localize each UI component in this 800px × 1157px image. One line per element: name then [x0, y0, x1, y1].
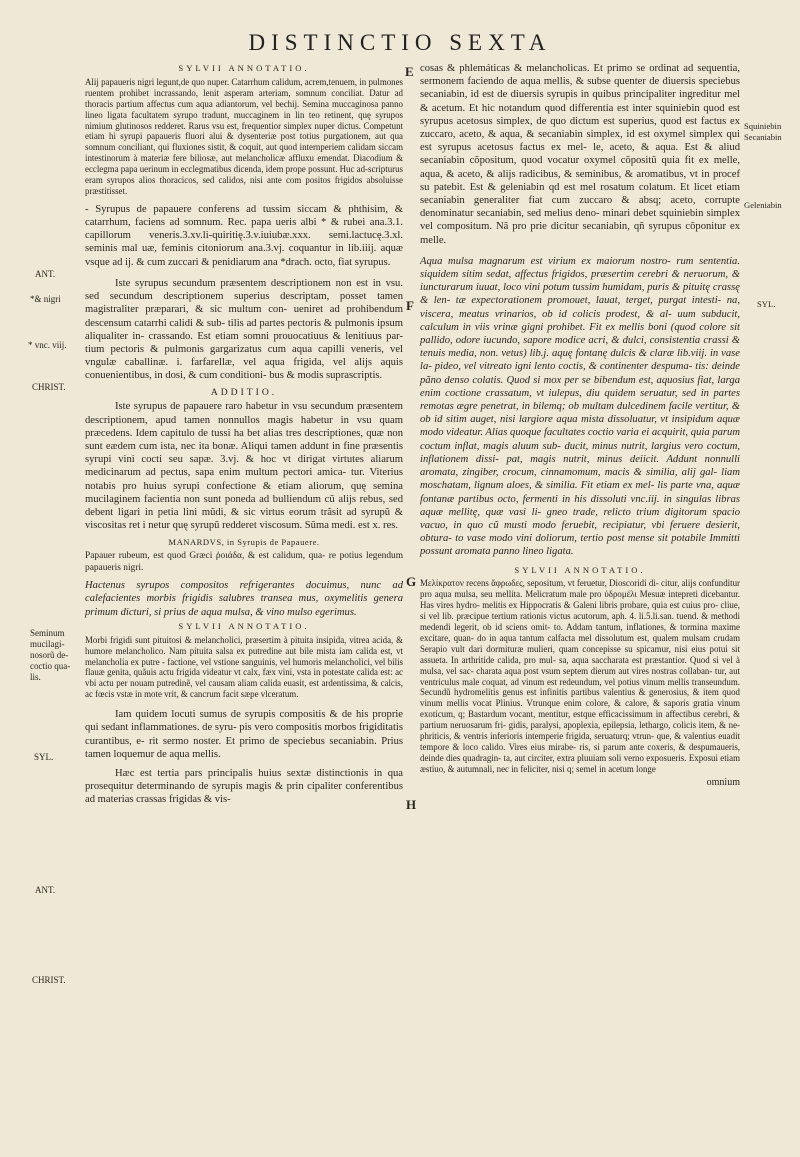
section-letter-h: H: [406, 797, 417, 812]
section-letter-f: F: [406, 298, 414, 313]
margin-christ-1: CHRIST.: [32, 382, 66, 392]
annotation-text: Alij papaueris nigri legunt,de quo nuper. Catarrhum calidum, acrem,tenuem, in pulmones ruentem prohibet incrassando, lenit asperam arteriam, somnum conciliat. Datur ad thoracis partium affectus cum aqua adiantorum, vel bechij. Semina muccaginosa panno lineo ligata facultatem syrupo tradunt, muccaginem in lin teo retinent, quę syrupos nimium glutinosos redderet. Rarus vsu est, frequentior simplex nuper dictus. Competunt etiam hi syrupi papaueris fluori alui & dysenteriæ post totius purgationem, aut qua somnum conciliant, qui fluxiones sistit, & coquit, aut quod internperiem calidam siccam intestinorum à materiæ fere biliosæ, aut melancholicæ affluxu emendat. Diacodium & ecclegma papa uerinum in ecclegmatibus dicenda, idem prope possunt. Huc ad-scripturus eram syrupos alios thoracicos, sed calidos, nisi ante com positos frigidos absoluisse præstitisset.: [85, 76, 403, 196]
section-letter-e: E: [405, 64, 414, 79]
additio-heading: ADDITIO.: [210, 386, 278, 398]
catchword: omnium: [706, 776, 740, 788]
margin-seminum-note: Seminum mucilagi- nosorũ de- coctio qua- lis.: [30, 628, 71, 682]
margin-ant-1: ANT.: [35, 269, 56, 279]
annotation-text-2: Morbi frigidi sunt pituitosi & melancholici, præsertim à pituita insipida, vitrea acida, & humore melancholico. Nam pituita salsa ex putredine aut bile mista iam calida est, vt melancholia ex putre - factione, vel vstione sanguinis, vel humoris melancholici, vel bilis flauæ genita, quãuis actu frigida videatur vt calx, fæx vini, vsta in potestate calida est: ac vbi actu per nouam putredinẽ, vel causam aliam calida euasit, est ardentissima, & calcis, ac fœcis vstæ in mote vrit, & cancrum facit sæpe vlceratum.: [85, 634, 403, 700]
margin-syl: SYL.: [34, 752, 54, 762]
right-annotation-heading: SYLVII ANNOTATIO.: [514, 564, 646, 575]
margin-nigri: *& nigri: [30, 294, 61, 304]
manardus-paragraph: Papauer rubeum, est quod Græci ῥοιάδα, & est calidum, qua- re potius legendum papaueris nigri.: [85, 551, 403, 574]
recipe-paragraph: - Syrupus de papauere conferens ad tussim siccam & phthisim, & catarrhum, faciens ad somnum. Rec. papa ueris albi * & rubei ana.3.1. capillorum veneris.3.xv.li-quiritię.3.v.iuiubæ.xxx. semi.lactucę.3.xl. seminis mal uæ, feminis citoniorum ana.3.vj. coquantur in lib.iiij. aquæ vsque ad ij. & cum zuccari & penidiarum ana *drach. octo, fiat syrupus.: [85, 203, 403, 268]
right-annotation-text: Μελίκρατον recens ἄφρωδες, sepositum, vt feruetur, Dioscoridi di- citur, alijs confunditur pro aqua mulsa, seu mellita. Melicratum male pro ὑδρομέλι Mesuæ intepreti dicebantur. Has vires hydro- melitis ex Hippocratis & Galeni libris probare, quia est cuius pro- cliue, si vel lib. præcipue tertium rationis victus acutorum, aph. 4. li.5.li.san. tuend. & methodi medendi legerit, ob id sciens omit- to. Addam tantum, inflationes, & tormina maxime excitare, quan- do in aqua tantum calfacta mel dissolutum est, qualem mulsam crudam Serapio vult dari dormituræ mulieri, quam concepisse su spicamur, nisi eius potui sit assueta. In arthritide calida, pro mul- sa, aqua saccharata est præstantior. Quod si vel à mulsa, vel sac- charata aqua post vsum septem dierum aut vires nostras collaban- tur, aut ventriculus male coquat, ad vinum est redeundum, vel potius vinum mellis transeundum. Secundũ hydromelitis genus est infinitis partibus valentius & generosius, & item quod vinum mellis vocat Plinius. Vtrunque enim colore, & calore, & saporis gratia vinum exoticum, q; Bastardum vocant, mentitur, estque efficacissimum in affectibus cerebri, & partium neruosarum fri- gidis, paralysi, apoplexia, epilepsia, lethargo, colicis item, & ne- phriticis, & ventris inferioris intemperie frigida, seruaturq; vtrun- que, & valentius euadit tempore & loco calido. Vires eius mirabe- ris, si parum ante coxeris, & despumaueris, deinde dies quadragin- ta, aut circiter, extra pluuiam soli verno exposueris. Exposui etiam æstiuo, & autumnali, nec in feliciter, nisi q; semel in acetum longe: [420, 578, 740, 774]
aqua-mulsa-paragraph: Aqua mulsa magnarum est virium ex maiorum nostro- rum sententia. siquidem sitim sedat, affectus frigidos, præsertim cerebri & neruorum, & iuncturarum iuuat, loco vini potum tussim humidam, puris & pituitę crassę & len- tæ expectorationem promouet, lauat, terget, purgat intesti- na, viscera, meatus vrinarios, ob id colicis prodest, & al- uum subducit, calculum in viis vrinæ gigni prohibet. Fit ex mellis boni (quod colore sit pallido, odore iucundo, sapore modice acri, & dulci, consistentia crassi & tenuis media, non. vetus) lib.j. aquę fontanę dulcis & claræ lib.viij. in vase la- pideo, vel vitreato igni lento coctis, & continenter despuma- tis: deinde pãno denso colatis. Quod si mox per se bibendum est, aquosius fiat, larga enim coctione crassatum, vt iulepus, diu quidem seruatur, sed in partes remotas ægre penetrat, in bilemq; ob multam dulcedinem facile vertitur, & ob id sitim auget, nisi largiore aqua mista dissoluatur, vt insipidum aquæ modo videatur. Alias quoque facultates coctio varia ei acquirit, quia parum coctum inflat, magis aluum sub- ducit, minus nutrit, largius vero coctum, inflationem dissi- pat, magis nutrit, minus deiicit. Addunt nonnulli aromata, zingiber, crocum, cinnamomum, macis & similia, alij gal- liam moschatam, lignum aloes, & similia. Fit etiam ex mel- lis parte vna, aquæ fontanæ partibus octo, fermenti in his dissoluti vnc.iij. in singulas libras aquæ mellitę, quæ vasi li- gneo trade, relicto trium digitorum spacio vacuo, in quo cũ musti modo feruebit, recipiatur, vbi feruere desierit, obtura- to vase modo vini doliorum, tertio post mense sit potabile Immitti possunt aromata panno lineo ligata.: [420, 255, 740, 558]
page-title: DISTINCTIO SEXTA: [248, 30, 552, 55]
margin-ant-2: ANT.: [35, 885, 56, 895]
margin-squiniebin: Squiniebin Secaniabin: [744, 121, 782, 142]
annotation-heading: SYLVII ANNOTATIO.: [178, 63, 310, 73]
margin-vnc-viij: * vnc. viij.: [28, 340, 67, 350]
commentary-paragraph: Iste syrupus secundum præsentem descriptionem non est in vsu. sed secundum descriptionem superius descriptam, posset tamen magistraliter præparari, & sic multum con- ueniret ad prohibendum descensum catarrhi calidi & sub- tilis ad partes pectoris & pulmonis ipsum aliqualiter in- crassando. Est etiam somni prouocatiuus & lenitiuus par- tium pectoris & pulmonis gargarizatus cum aqua capilli veneris, vel vngulæ caballinæ. i. farfarellæ, vel aqua frigida, vel alijs aquis conuenientibus, in dosi, & cum conditioni- bus & modis suprascriptis.: [85, 277, 403, 382]
manardus-heading: MANARDVS, in Syrupis de Papauere.: [168, 537, 320, 548]
section-letter-g: G: [406, 574, 417, 589]
additio-paragraph: Iste syrupus de papauere raro habetur in vsu secundum præsentem descriptionem, apud tamen nonnullos magis habetur in vsu quam præcedens. Idem capitulo de tussi ha bet alias tres descriptiones, quæ non sunt eædem cum ista, nec ita bonæ. Aliqui tamen addunt in fine præsentis syrupi vini cocti seu sapæ. 3.vj. & hoc vt dirigat virtutes aliarum medicinarum ad pectus, sapa enim multum pectori amica- tur. Viterius notabis pro huius syrupi confectione & etiam aliorum, quę semina mucilaginem facientia non sunt poneda ad bulliendum cũ alijs rebus, sed debent ligari in petia lini mũdi, & sic virtus eorum trãsit ad syrupũ & viscositas ret i netur quę syrupũ redderet viscosum. Sũma medi. est x. res.: [85, 401, 403, 532]
annotation-heading-2: SYLVII ANNOTATIO.: [178, 620, 310, 631]
right-column: [420, 62, 740, 789]
ant-paragraph-2: Iam quidem locuti sumus de syrupis compositis & de his proprie qui sedant inflammationes. de syru- pis vero compositis morbos frigiditatis curantibus, e- rit sermo noster. Et primo de speciebus secaniabin. Prius tamen loquemur de aqua mellis.: [85, 709, 403, 760]
left-column: [85, 62, 403, 809]
margin-syl-right: SYL.: [757, 299, 776, 309]
margin-geleniabin: Geleniabin: [744, 200, 782, 210]
syl-paragraph: Hactenus syrupos compositos refrigerantes docuimus, nunc ad calefacientes morbis frigidis salubres transea mus, oxymelitis genera primum dicturi, si prius de aqua mulsa, & vino mulso egerimus.: [85, 580, 403, 618]
right-top-paragraph: cosas & phlemáticas & melancholicas. Et primo se ordinat ad sequentia, sermonem faciendo de aqua mellis, & subse quenter de diuersis speciebus secaniabin, id est de diuersis syrupis in quibus principaliter ingreditur mel & acetum. Et hic notandum quod differentia est inter squiniebin quod est syrupus acetosus simplex, de quo dictum est superius, quod est factus ex zuccaro, aceto, & aqua, & secaniabin simplex, id est oxymel simplex qui est syrupus acetosus factus ex mel- le, aceto, & aqua. Est & aliud secaniabin cõpositum, quod vocatur oxymel cõpositũ quia fit ex melle, aqua, & aceto, & alijs radicibus, & seminibus, & aromatibus, vt in procef su patebit. Est & geleniabin qd est mel rosatum colatum. Et licet etiam secaniabin generaliter fiat cum zuccaro & absq; aceto, corrupte denominatur secaniabin, sed melius deno- minari debet squiniebin simplex vel compositum. Nã pro prie dicitur secaniabin, qñ syrupus cõponitur ex melle.: [420, 63, 740, 246]
christ-paragraph-2: Hæc est tertia pars principalis huius sextæ distinctionis in qua prosequitur determinando de syrupis magis & prin cipaliter conferentibus ad materias crassas frigidas & vis-: [85, 767, 403, 806]
margin-christ-2: CHRIST.: [32, 975, 66, 985]
